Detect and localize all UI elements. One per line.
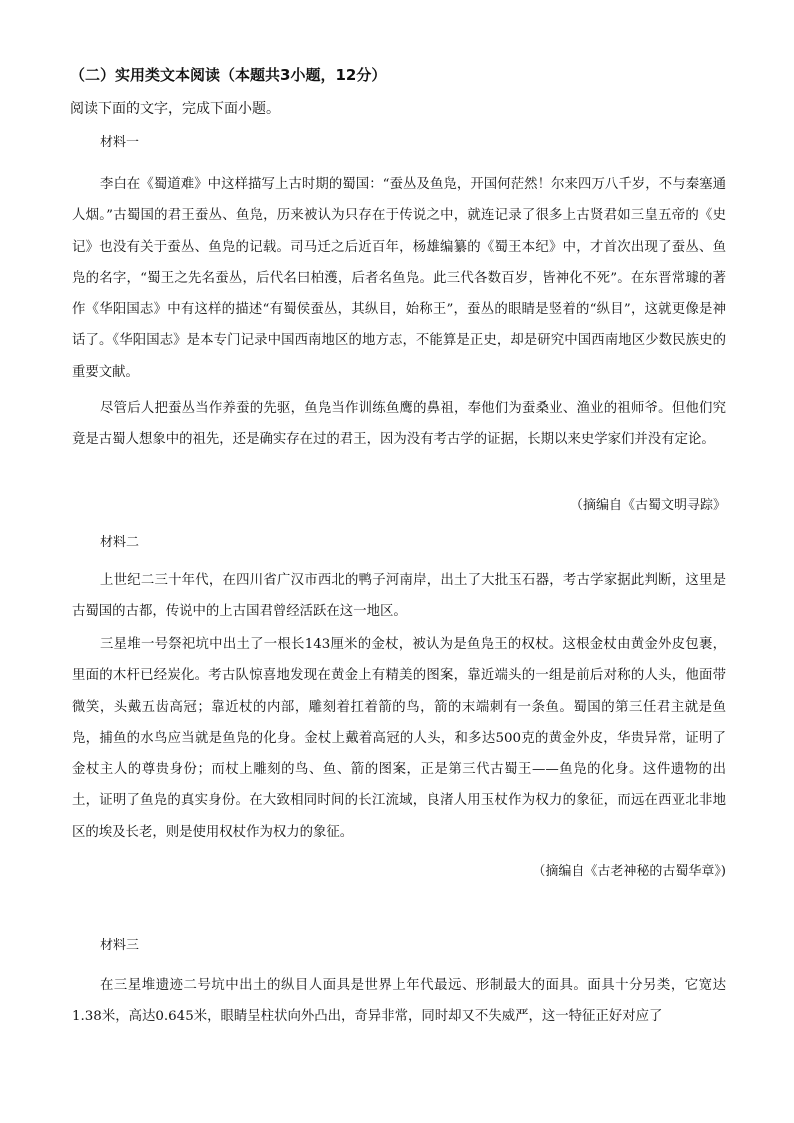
material-2-label: 材料二 (100, 535, 140, 550)
material-1-label: 材料一 (100, 135, 140, 150)
material-3-paragraph-1: 在三星堆遗迹二号坑中出土的纵目人面具是世界上年代最远、形制最大的面具。面具十分另类，它宽达1.38米，高达0.645米，眼睛呈柱状向外凸出，奇异非常，同时却又不失威严，这一特征正好对应了 (72, 978, 726, 1025)
material-1-paragraph-1: 李白在《蜀道难》中这样描写上古时期的蜀国：“蚕丛及鱼凫，开国何茫然！尔来四万八千岁，不与秦塞通人烟。”古蜀国的君王蚕丛、鱼凫，历来被认为只存在于传说之中，就连记录了很多上古贤君如三皇五帝的《史记》也没有关于蚕丛、鱼凫的记载。司马迁之后近百年，杨雄编纂的《蜀王本纪》中，才首次出现了蚕丛、鱼凫的名字，“蜀王之先名蚕丛，后代名曰柏濩，后者名鱼凫。此三代各数百岁，皆神化不死”。在东晋常璩的著作《华阳国志》中有这样的描述“有蜀侯蚕丛，其纵目，始称王”，蚕丛的眼睛是竖着的“纵目”，这就更像是神话了。《华阳国志》是本专门记录中国西南地区的地方志，不能算是正史，却是研究中国西南地区少数民族史的重要文献。 (72, 177, 726, 380)
material-2-paragraph-1: 上世纪二三十年代，在四川省广汉市西北的鸭子河南岸，出土了大批玉石器，考古学家据此判断，这里是古蜀国的古都，传说中的上古国君曾经活跃在这一地区。 (72, 573, 726, 620)
section-heading: （二）实用类文本阅读（本题共3小题，12分） (70, 66, 387, 84)
instruction-text: 阅读下面的文字，完成下面小题。 (70, 101, 280, 117)
material-2-paragraph-2: 三星堆一号祭祀坑中出土了一根长143厘米的金杖，被认为是鱼凫王的权杖。这根金杖由黄金外皮包裹，里面的木杆已经炭化。考古队惊喜地发现在黄金上有精美的图案，靠近端头的一组是前后对称的人头，他面带微笑，头戴五齿高冠；靠近杖的内部，雕刻着扛着箭的鸟，箭的末端刺有一条鱼。蜀国的第三任君主就是鱼凫，捕鱼的水鸟应当就是鱼凫的化身。金杖上戴着高冠的人头，和多达500克的黄金外皮，华贵异常，证明了金杖主人的尊贵身份；而杖上雕刻的鸟、鱼、箭的图案，正是第三代古蜀王——鱼凫的化身。这件遗物的出土，证明了鱼凫的真实身份。在大致相同时间的长江流域，良渚人用玉杖作为权力的象征，而远在西亚北非地区的埃及长老，则是使用权杖作为权力的象征。 (72, 637, 726, 840)
material-2-source: （摘编自《古老神秘的古蜀华章》) (532, 864, 726, 879)
material-3-label: 材料三 (100, 938, 140, 953)
material-1-source: （摘编自《古蜀文明寻踪》 (569, 498, 726, 513)
material-1-paragraph-2: 尽管后人把蚕丛当作养蚕的先驱，鱼凫当作训练鱼鹰的鼻祖，奉他们为蚕桑业、渔业的祖师爷。但他们究竟是古蜀人想象中的祖先，还是确实存在过的君王，因为没有考古学的证据，长期以来史学家们并没有定论。 (72, 401, 726, 448)
